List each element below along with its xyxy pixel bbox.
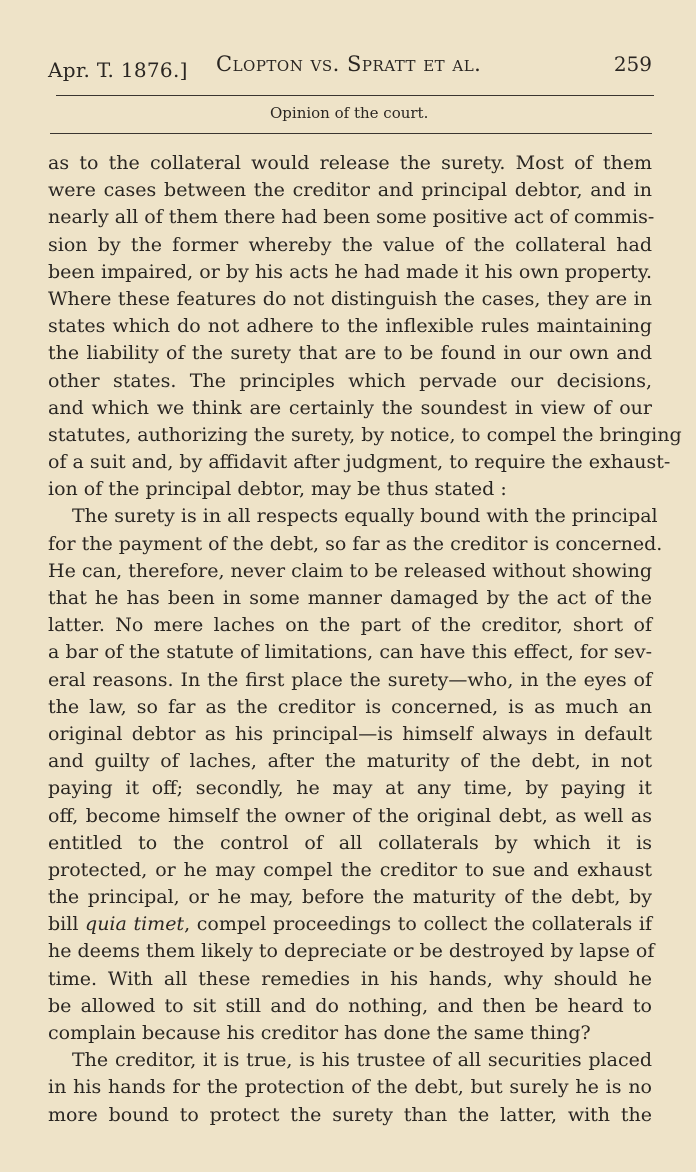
- italic-phrase: quia timet: [85, 913, 185, 936]
- text-line: the law, so far as the creditor is concerned, is as much an: [48, 695, 652, 718]
- text-line: complain because his creditor has done the same thing?: [48, 1022, 591, 1044]
- text-line: a bar of the statute of limitations, can have this effect, for sev-: [48, 641, 652, 664]
- text-line: statutes, authorizing the surety, by notice, to compel the bringing: [48, 423, 682, 446]
- text-line: of a suit and, by affidavit after judgment, to require the exhaust-: [48, 451, 671, 474]
- text-line: as to the collateral would release the surety. Most of them: [48, 152, 652, 174]
- opinion-text: [48, 150, 682, 1129]
- text-line: states which do not adhere to the inflexible rules maintaining: [48, 315, 652, 338]
- text-line: the liability of the surety that are to be found in our own and: [48, 342, 652, 365]
- text-line: were cases between the creditor and principal debtor, and in: [48, 179, 652, 202]
- text-line: latter. No mere laches on the part of the creditor, short of: [48, 614, 652, 637]
- text-line: The surety is in all respects equally bound with the principal: [72, 505, 658, 528]
- text-line: and which we think are certainly the soundest in view of our: [48, 396, 652, 419]
- text-line: He can, therefore, never claim to be released without showing: [48, 559, 652, 582]
- text-line: The creditor, it is true, is his trustee of all securities placed: [72, 1049, 652, 1072]
- text-line: protected, or he may compel the creditor to sue and exhaust: [48, 858, 652, 881]
- text-line: bill quia timet, compel proceedings to collect the collaterals if: [48, 913, 653, 936]
- case-title: Clopton vs. Spratt et al.: [216, 52, 482, 76]
- text-line: entitled to the control of all collaterals by which it is: [48, 831, 652, 854]
- header-rule-top: [56, 95, 654, 96]
- section-subheading: Opinion of the court.: [270, 104, 429, 122]
- text-line: ion of the principal debtor, may be thus stated :: [48, 478, 507, 501]
- text-line: paying it off; secondly, he may at any time, by paying it: [48, 777, 652, 800]
- header-rule-bottom: [50, 133, 652, 134]
- text-line: more bound to protect the surety than the latter, with the: [48, 1103, 652, 1126]
- text-line: other states. The principles which pervade our decisions,: [48, 369, 652, 392]
- text-line: time. With all these remedies in his hands, why should he: [48, 967, 652, 990]
- text-line: been impaired, or by his acts he had made it his own property.: [48, 260, 652, 283]
- text-line: for the payment of the debt, so far as the creditor is concerned.: [48, 532, 663, 555]
- page-number: 259: [613, 52, 652, 76]
- text-line: nearly all of them there had been some positive act of commis-: [48, 206, 655, 229]
- text-line: the principal, or he may, before the maturity of the debt, by: [48, 886, 652, 909]
- text-line: sion by the former whereby the value of the collateral had: [48, 233, 652, 256]
- text-line: eral reasons. In the first place the surety—who, in the eyes of: [48, 668, 652, 691]
- text-line: and guilty of laches, after the maturity of the debt, in not: [48, 750, 652, 773]
- text-line: that he has been in some manner damaged by the act of the: [48, 587, 652, 609]
- text-line: be allowed to sit still and do nothing, and then be heard to: [48, 994, 652, 1017]
- text-line: in his hands for the protection of the debt, but surely he is no: [48, 1076, 652, 1099]
- text-line: he deems them likely to depreciate or be destroyed by lapse of: [48, 940, 655, 963]
- text-line: original debtor as his principal—is himself always in default: [48, 722, 652, 745]
- term-label: Apr. T. 1876.]: [48, 58, 188, 82]
- running-header: [48, 46, 652, 82]
- text-line: Where these features do not distinguish the cases, they are in: [48, 287, 652, 310]
- text-line: off, become himself the owner of the original debt, as well as: [48, 804, 652, 827]
